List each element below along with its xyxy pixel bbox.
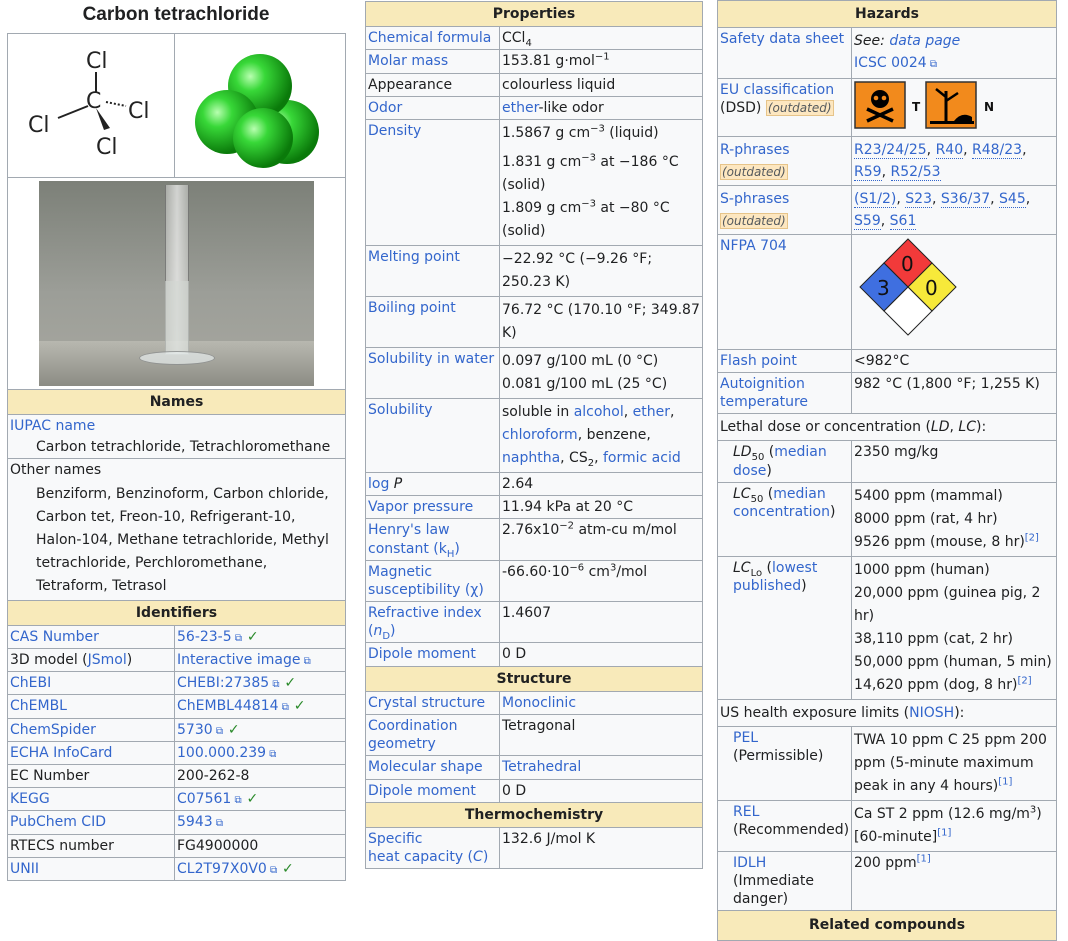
nfpa-diamond[interactable] — [854, 237, 964, 341]
dipole-value: 0 D — [500, 643, 703, 666]
identifier-value — [175, 695, 346, 718]
hazard-symbols — [854, 81, 1054, 129]
hazards-header: Hazards — [718, 1, 1057, 28]
chlorine-right-label: Cl — [128, 98, 150, 124]
coordination-value: Tetragonal — [500, 715, 703, 756]
outdated-badge: (outdated) — [767, 101, 832, 116]
logp-value: 2.64 — [500, 472, 703, 495]
refractive-row — [366, 602, 703, 643]
identifier-row — [8, 857, 346, 880]
s-phrases-value: (S1/2), S23, S36/37, S45, S59, S61 — [852, 186, 1057, 235]
identifier-value — [175, 788, 346, 811]
median-concentration-link[interactable]: median concentration — [733, 485, 830, 520]
r-phrase-link[interactable]: R52/53 — [890, 164, 941, 181]
rel-link[interactable]: REL — [733, 803, 760, 820]
chemical-formula-row — [366, 27, 703, 50]
jsmol-link[interactable]: JSmol — [87, 652, 127, 668]
pel-row — [718, 726, 1057, 800]
graduated-cylinder-photo[interactable] — [39, 181, 314, 386]
identifier-row — [8, 834, 346, 857]
ether-solvent-link[interactable]: ether — [632, 403, 671, 420]
reference-link[interactable]: [2] — [1024, 532, 1039, 544]
idlh-label: IDLH (Immediate danger) — [718, 851, 852, 911]
sds-row — [718, 28, 1057, 79]
s-phrase-link[interactable]: (S1/2) — [854, 191, 897, 208]
henry-value: $2.76x10^{-2}$ atm-cu m/mol — [500, 519, 703, 560]
identifier-row — [8, 718, 346, 741]
photo-cell — [8, 177, 346, 389]
shape-value-link[interactable]: Tetrahedral — [500, 756, 703, 779]
ld50-label: $LD_{50}$ (median dose) — [718, 441, 852, 482]
shape-row — [366, 756, 703, 779]
eu-classification-row — [718, 79, 1057, 137]
magnetic-row — [366, 560, 703, 601]
identifier-link[interactable]: 56-23-5 — [177, 628, 232, 645]
identifier-link[interactable]: CHEBI:27385 — [177, 675, 270, 692]
solubility-water-link[interactable]: Solubility in water — [366, 347, 500, 398]
density-link[interactable]: Density — [366, 119, 500, 245]
nfpa-704-link[interactable]: NFPA 704 — [718, 235, 852, 349]
identifier-value — [175, 857, 346, 880]
boiling-point-value: 76.72 °C (170.10 °F; 349.87 K) — [500, 296, 703, 347]
identifier-row — [8, 811, 346, 834]
verified-check-icon: ✓ — [222, 721, 240, 738]
refractive-value: 1.4607 — [500, 602, 703, 643]
reference-link[interactable]: [1] — [916, 853, 931, 865]
appearance-label: Appearance — [366, 73, 500, 96]
coordination-row — [366, 715, 703, 756]
s-phrase-link[interactable]: S45 — [999, 191, 1026, 208]
s-phrase-link[interactable]: S36/37 — [940, 191, 991, 208]
eu-classification-link[interactable]: EU classification — [720, 82, 835, 99]
identifier-label[interactable]: CAS Number — [8, 625, 175, 648]
hazards-panel — [717, 0, 1055, 941]
reference-link[interactable]: [1] — [937, 827, 952, 839]
safety-data-sheet-link[interactable]: Safety data sheet — [718, 28, 852, 79]
r-phrases-value: R23/24/25, R40, R48/23, R59, R52/53 — [852, 137, 1057, 186]
external-link-icon: ⧉ — [300, 656, 311, 667]
iupac-name-value: Carbon tetrachloride, Tetrachloromethane — [36, 439, 331, 456]
nfpa-flammability: 0 — [901, 252, 914, 277]
solubility-value: soluble in alcohol, ether, chloroform, benzene, naphtha, $CS_2$, formic acid — [500, 398, 703, 472]
logp-link[interactable]: log — [368, 475, 390, 492]
related-compounds-header: Related compounds — [718, 911, 1057, 940]
hazards-table — [717, 0, 1057, 941]
carbon-label: C — [86, 88, 102, 114]
external-link-icon: ⧉ — [212, 818, 223, 830]
r-phrase-link[interactable]: R59 — [854, 164, 882, 181]
external-link-icon: ⧉ — [266, 864, 278, 876]
identifier-row — [8, 695, 346, 718]
alcohol-link[interactable]: alcohol — [573, 403, 624, 420]
pel-label: PEL (Permissible) — [718, 726, 852, 800]
other-names-label: Other names — [10, 462, 102, 479]
identifier-row — [8, 788, 346, 811]
ether-link[interactable]: ether — [502, 99, 539, 116]
nfpa-diamond-cell — [852, 235, 1057, 349]
identifier-label[interactable]: ChEMBL — [8, 695, 175, 718]
s-phrases-label: S-phrases (outdated) — [718, 186, 852, 235]
identifier-link[interactable]: 5943 — [177, 814, 213, 831]
flash-point-link[interactable]: Flash point — [718, 349, 852, 372]
identifier-label: 3D model (JSmol) — [8, 649, 175, 672]
identifier-link[interactable]: 5730 — [177, 721, 213, 738]
chemical-formula-link[interactable]: Chemical formula — [366, 27, 500, 50]
chlorine-top-label: Cl — [86, 48, 108, 74]
odor-link[interactable]: Odor — [366, 96, 500, 119]
lclo-label: $LC_{Lo}$ (lowest published) — [718, 556, 852, 699]
external-link-icon: ⧉ — [278, 702, 289, 714]
pel-value: TWA 10 ppm C 25 ppm 200 ppm (5-minute maximum peak in any 4 hours)[1] — [852, 726, 1057, 800]
skeletal-formula-svg — [8, 34, 174, 172]
lc50-label: $LC_{50}$ (median concentration) — [718, 482, 852, 556]
refractive-index-link[interactable]: Refractive index $(n_D)$ — [366, 602, 500, 643]
vapor-pressure-value: 11.94 kPa at 20 °C — [500, 496, 703, 519]
page-title: Carbon tetrachloride — [82, 4, 270, 25]
r-phrase-link[interactable]: R23/24/25 — [854, 142, 927, 159]
density-value: 1.5867 g $cm^{-3}$ (liquid) 1.831 g $cm^{-3}$ at −186 °C (solid) 1.809 g $cm^{-3}$ at −80 °C (solid) — [500, 119, 703, 245]
s-phrases-row — [718, 186, 1057, 235]
lc50-row — [718, 482, 1057, 556]
autoignition-link[interactable]: Autoignition temperature — [718, 372, 852, 413]
identifier-link[interactable]: 100.000.239 — [177, 744, 267, 761]
verified-check-icon: ✓ — [241, 628, 259, 645]
other-names-value: Benziform, Benzinoform, Carbon chloride, Carbon tet, Freon-10, Refrigerant-10, Halon-104, Methane tetrachloride, Methyl tetrachloride, Perchloromethane, Tetraform, Tetrasol — [36, 485, 329, 594]
melting-point-value: −22.92 °C (−9.26 °F; 250.23 K) — [500, 245, 703, 296]
identifier-value — [175, 741, 346, 764]
verified-check-icon: ✓ — [277, 860, 294, 877]
external-link-icon: ⧉ — [231, 795, 242, 807]
identifier-text: FG4900000 — [177, 837, 259, 854]
identifier-link[interactable]: ChEMBL44814 — [177, 698, 279, 715]
odor-row — [366, 96, 703, 119]
external-link-icon: ⧉ — [269, 679, 280, 691]
identifier-row — [8, 672, 346, 695]
autoignition-row — [718, 372, 1057, 413]
heat-capacity-link[interactable]: Specific heat capacity (C) — [366, 827, 500, 868]
chlorine-bottom-label: Cl — [96, 134, 118, 160]
identifier-label[interactable]: KEGG — [8, 788, 175, 811]
r-phrases-label: R-phrases (outdated) — [718, 137, 852, 186]
boiling-point-link[interactable]: Boiling point — [366, 296, 500, 347]
external-link-icon: ⧉ — [231, 632, 242, 644]
appearance-value: colourless liquid — [500, 73, 703, 96]
identifiers-header: Identifiers — [8, 600, 346, 625]
s-phrase-link[interactable]: S61 — [889, 213, 917, 230]
molar-mass-value: 153.81 g·mol$^{-1}$ — [500, 50, 703, 73]
properties-table — [365, 1, 703, 869]
naphtha-link[interactable]: naphtha — [502, 449, 561, 466]
henry-link[interactable]: Henry's law constant $(k_H)$ — [366, 519, 500, 560]
external-link-icon: ⧉ — [212, 725, 223, 737]
niosh-link[interactable]: NIOSH — [909, 704, 955, 721]
s-phrase-link[interactable]: S59 — [854, 213, 881, 230]
chloroform-link[interactable]: chloroform — [502, 426, 578, 443]
r-phrase-link[interactable]: R48/23 — [972, 142, 1023, 159]
identifier-row — [8, 625, 346, 648]
ld50-row — [718, 441, 1057, 482]
magnetic-value: $-66.60\cdot 10^{-6}$ $cm^3$/mol — [500, 560, 703, 601]
appearance-row — [366, 73, 703, 96]
verified-check-icon: ✓ — [288, 698, 306, 715]
median-dose-link[interactable]: median dose — [733, 444, 827, 479]
idlh-row — [718, 851, 1057, 911]
identifier-value — [175, 834, 346, 857]
r-phrases-link[interactable]: R-phrases — [720, 142, 790, 159]
structure-dipole-value: 0 D — [500, 779, 703, 802]
identifier-label[interactable]: ChEBI — [8, 672, 175, 695]
chembox-main — [7, 0, 345, 881]
sds-value: See: data page ICSC 0024 ⧉ — [852, 28, 1057, 79]
logp-row — [366, 472, 703, 495]
solubility-row — [366, 398, 703, 472]
melting-point-link[interactable]: Melting point — [366, 245, 500, 296]
molar-mass-link[interactable]: Molar mass — [366, 50, 500, 73]
space-filling-model-svg — [175, 34, 345, 172]
formic-acid-link[interactable]: formic acid — [603, 449, 681, 466]
vapor-pressure-link[interactable]: Vapor pressure — [366, 496, 500, 519]
identifier-label[interactable]: ECHA InfoCard — [8, 741, 175, 764]
identifier-label: RTECS number — [8, 834, 175, 857]
other-names-cell — [8, 459, 346, 600]
identifier-row — [8, 764, 346, 787]
vapor-pressure-row — [366, 496, 703, 519]
flash-point-row — [718, 349, 1057, 372]
r-phrase-link[interactable]: R40 — [935, 142, 964, 159]
heat-capacity-value: 132.6 J/mol K — [500, 827, 703, 868]
data-page-link[interactable]: data page — [889, 33, 961, 50]
identifier-value — [175, 718, 346, 741]
reference-link[interactable]: [2] — [1017, 675, 1032, 687]
iupac-name-cell — [8, 415, 346, 459]
crystal-row — [366, 691, 703, 714]
lowest-published-link[interactable]: lowest published — [733, 559, 818, 594]
density-row — [366, 119, 703, 245]
structure-dipole-row — [366, 779, 703, 802]
ld50-value: 2350 mg/kg — [852, 441, 1057, 482]
lclo-value: 1000 ppm (human) 20,000 ppm (guinea pig, 2 hr) 38,110 ppm (cat, 2 hr) 50,000 ppm (human, 5 min) 14,620 ppm (dog, 8 hr)[2] — [852, 556, 1057, 699]
identifier-row — [8, 741, 346, 764]
s-phrase-link[interactable]: S23 — [905, 191, 932, 208]
eu-symbols — [852, 79, 1057, 137]
toxic-symbol-letter: T — [912, 100, 921, 115]
lc50-value: 5400 ppm (mammal) 8000 ppm (rat, 4 hr) 9526 ppm (mouse, 8 hr)[2] — [852, 482, 1057, 556]
verified-check-icon: ✓ — [241, 791, 259, 808]
names-header: Names — [8, 389, 346, 414]
identifier-label[interactable]: UNII — [8, 857, 175, 880]
space-filling-model-image[interactable] — [175, 33, 346, 177]
solubility-link[interactable]: Solubility — [366, 398, 500, 472]
identifier-text: 200-262-8 — [177, 767, 250, 784]
molecular-shape-link[interactable]: Molecular shape — [366, 756, 500, 779]
structure-header: Structure — [366, 666, 703, 691]
thermochemistry-header: Thermochemistry — [366, 802, 703, 827]
logp-label: log P — [366, 472, 500, 495]
melting-point-row — [366, 245, 703, 296]
identifier-label[interactable]: ChemSpider — [8, 718, 175, 741]
chemical-formula-value: CCl$_4$ — [500, 27, 703, 50]
dipole-link[interactable]: Dipole moment — [366, 643, 500, 666]
structure-dipole-link[interactable]: Dipole moment — [366, 779, 500, 802]
pel-link[interactable]: PEL — [733, 729, 759, 746]
chlorine-left-label: Cl — [28, 112, 50, 138]
iupac-name-link[interactable]: IUPAC name — [10, 418, 96, 435]
identifier-link[interactable]: Interactive image — [177, 652, 301, 668]
idlh-link[interactable]: IDLH — [733, 854, 767, 871]
identity-table — [7, 33, 346, 881]
crystal-value-link[interactable]: Monoclinic — [500, 691, 703, 714]
magnetic-susceptibility-link[interactable]: Magnetic susceptibility (χ) — [366, 560, 500, 601]
identifier-value — [175, 764, 346, 787]
lethal-dose-heading: Lethal dose or concentration (LD, LC): — [718, 414, 1057, 441]
identifier-link[interactable]: C07561 — [177, 791, 232, 808]
nfpa-health: 3 — [877, 276, 890, 301]
identifier-label: EC Number — [8, 764, 175, 787]
rel-value: Ca ST 2 ppm (12.6 $mg/m^3$) [60-minute][1] — [852, 800, 1057, 851]
properties-header: Properties — [366, 2, 703, 27]
identifier-label[interactable]: PubChem CID — [8, 811, 175, 834]
crystal-structure-link[interactable]: Crystal structure — [366, 691, 500, 714]
skeletal-formula-image[interactable] — [8, 33, 175, 177]
us-limits-heading: US health exposure limits (NIOSH): — [718, 699, 1057, 726]
autoignition-value: 982 °C (1,800 °F; 1,255 K) — [852, 372, 1057, 413]
solubility-water-row — [366, 347, 703, 398]
properties-panel — [365, 1, 703, 869]
molar-mass-row — [366, 50, 703, 73]
odor-value: ether-like odor — [500, 96, 703, 119]
solubility-water-value: 0.097 g/100 mL (0 °C) 0.081 g/100 mL (25 °C) — [500, 347, 703, 398]
rel-row — [718, 800, 1057, 851]
rel-label: REL (Recommended) — [718, 800, 852, 851]
identifier-row — [8, 649, 346, 672]
environment-symbol-letter: N — [984, 100, 995, 115]
dipole-row — [366, 643, 703, 666]
s-phrases-link[interactable]: S-phrases — [720, 191, 790, 208]
identifiers-list — [8, 625, 346, 880]
henry-row — [366, 519, 703, 560]
idlh-value: 200 ppm[1] — [852, 851, 1057, 911]
nfpa-instability: 0 — [925, 276, 938, 301]
identifier-value — [175, 625, 346, 648]
reference-link[interactable]: [1] — [998, 776, 1013, 788]
r-phrases-row — [718, 137, 1057, 186]
icsc-link[interactable]: ICSC 0024 — [854, 55, 927, 72]
identifier-value — [175, 672, 346, 695]
identifier-link[interactable]: CL2T97X0V0 — [177, 860, 267, 877]
heat-capacity-row — [366, 827, 703, 868]
boiling-point-row — [366, 296, 703, 347]
flash-point-value: <982°C — [852, 349, 1057, 372]
external-link-icon: ⧉ — [266, 748, 277, 760]
external-link-icon: ⧉ — [926, 59, 938, 71]
identifier-value — [175, 649, 346, 672]
nfpa-row — [718, 235, 1057, 349]
lclo-row — [718, 556, 1057, 699]
coordination-link[interactable]: Coordination geometry — [366, 715, 500, 756]
eu-classification-label: EU classification (DSD) (outdated) — [718, 79, 852, 137]
identifier-value — [175, 811, 346, 834]
verified-check-icon: ✓ — [279, 675, 297, 692]
